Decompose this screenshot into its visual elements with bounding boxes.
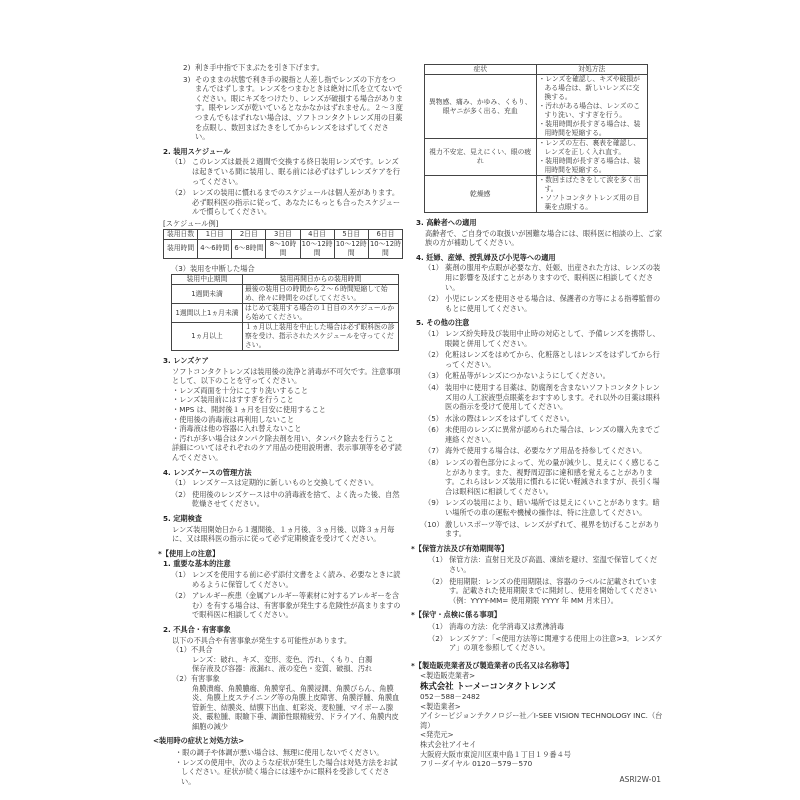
distributor-name: 株式会社 トーメーコンタクトレンズ [420,680,556,691]
manufacturer-section [411,661,663,769]
table-header: 装用中止期間 [172,275,243,285]
checkup-text: レンズ装用開始日から１週間後、１ヵ月後、３ヵ月後、以降３ヵ月毎に、又は眼科医の指示に従って必ず定期検査を受けてください。 [172,524,395,544]
lens-care-heading: 3. レンズケア [163,356,209,366]
table-cell: 装用時間 [164,239,198,258]
action-cell [536,176,648,213]
lens-care-outro: 詳細についてはそれぞれのケア用品の使用説明書、表示事項等を必ず読んでください。 [172,443,402,463]
note-item: （5） 水泳の際はレンズをはずしてください。 [424,413,574,423]
symptom-cell: 視力不安定、見えにくい、眼の疲れ [425,139,537,176]
care-bullet: ・レンズ装用前にはすすぎを行うこと [172,395,294,405]
pregnancy-item: （1） 薬剤の服用や点眼が必要な方、妊娠、出産された方は、レンズの装用に影響を及ぼすことがありますので、眼科医に相談してください。 [424,263,661,292]
step-2: 2) 利き手中指で下まぶたを引き下げます。 [183,63,324,72]
note-item: （2） 化粧はレンズをはめてから、化粧落としはレンズをはずしてから行ってください。 [424,350,660,369]
symptom-cell: 異物感、痛み、かゆみ、くもり、眼ヤニが多く出る、充血 [425,75,537,139]
right-column [411,64,663,784]
care-bullet: ・MPS は、開封後１ヵ月を目安に使用すること [172,405,326,415]
precautions-section [156,549,403,620]
action-cell [536,75,648,139]
action-text: ・数回まばたきをして涙を多く出す。 [538,176,641,193]
distributor-label: <製造販売業者> [420,671,476,681]
table-cell: 4～6時間 [198,239,232,258]
table-cell: 1週間以上1ヵ月未満 [172,304,243,323]
lens-care-section [156,356,403,463]
table-header: 対処方法 [536,65,648,75]
storage-item: （1） 保管方法：直射日光及び高温、凍結を避け、室温で保管してください。 [428,555,658,574]
seller-address: 大阪府大阪市東淀川区東中島１丁目１９番４号 [420,749,571,759]
note-item: （7） 海外で使用する場合は、必要なケア用品を持参してください。 [424,446,647,456]
table-row [172,285,399,304]
table-header-row [425,65,648,75]
table-cell: 1日目 [198,229,232,239]
table-cell: 1ヵ月以上 [172,323,243,351]
schedule-item-1: （1） このレンズは最長２週間で交換する終日装用レンズです。レンズは起きている間に装用し、眠る前には必ずはずしレンズケアを行ってください。 [171,157,401,186]
maintenance-item: （1） 消毒の方法：化学消毒又は煮沸消毒 [428,621,565,631]
table-cell: 4日目 [300,229,334,239]
table-cell: 10～12時間 [301,239,333,257]
table-cell: 6日目 [368,229,402,239]
table-cell: 10～12時間 [369,239,401,257]
note-item: （10）激しいスポーツ等では、レンズがずれて、視界を妨げることがあります。 [420,519,660,539]
schedule-item-2: （2） レンズの装用に慣れるまでのスケジュールは個人差があります。必ず眼科医の指示に従って、あなたにもっとも合ったスケジュールで慣らしてください。 [171,188,401,217]
note-item: （9） レンズの装用により、暗い場所では見えにくいことがあります。暗い場所での車の運転や機械の操作は、特に注意してください。 [424,498,660,518]
table-row [425,176,648,213]
document-code: ASRI2W-01 [619,774,661,784]
schedule-example-label: [スケジュール例] [163,218,219,228]
table-cell: はじめて装用する場合の１日目のスケジュールから始めてください。 [243,304,399,323]
adverse-label: （2）有害事象 [172,673,220,683]
schedule-table [163,229,403,259]
basic-precautions-heading: 1. 重要な基本的注意 [163,559,231,569]
table-header: 装用再開日からの装用時間 [243,275,399,285]
table-cell: 3日目 [266,229,300,239]
maintenance-heading: *【保守・点検に係る事項】 [411,610,502,620]
manufacturer-label: <製造業者> [420,701,461,711]
table-cell: 装用日数 [164,229,198,239]
table-cell: 10～12時間 [335,239,367,257]
symptoms-section [153,736,403,786]
maintenance-section [411,610,663,652]
precaution-item: （2） アレルギー疾患（金属アレルギー等素材に対するアレルギーを含む）を有する場合は、有害事象が発生する危険性が高まりますので眼科医に相談してください。 [171,591,401,620]
symptom-table-block [411,64,663,213]
elderly-text: 高齢者で、ご自身での取扱いが困難な場合には、眼科医に相談の上、ご家族の方が補助してください。 [425,228,663,248]
table-row [172,304,399,323]
table-cell: 8～10時間 [266,239,300,258]
case-item: （1） レンズケースは定期的に新しいものと交換してください。 [171,478,379,488]
table-row [425,139,648,176]
defect-lens: レンズ：破れ、キズ、変形、変色、汚れ、くもり、白濁 [192,654,373,664]
note-item: （8） レンズの着色部分によって、光の量が減少し、見えにくく感じることがあります。また、視野周辺部に違和感を覚えることがあります。これらはレンズ装用に慣れるに従い軽減されますが、長引く場合は眼科医に相談してください。 [424,458,661,496]
table-cell: 2日目 [232,229,266,239]
precautions-heading: *【使用上の注意】 [158,548,220,558]
adverse-intro: 以下の不具合や有害事象が発生する可能性があります。 [172,635,352,645]
storage-heading: *【保管方法及び有効期間等】 [411,543,509,553]
elderly-heading: 3. 高齢者への適用 [416,218,477,227]
pregnancy-section [411,253,663,314]
action-text: ・汚れがある場合は、レンズのこすり洗い、すすぎを行う。 [538,102,641,119]
action-cell [536,139,648,176]
seller-label: <発売元> [420,730,454,740]
distributor-phone: 052－588－2482 [420,691,481,701]
table-row [164,229,403,239]
storage-section [411,544,663,606]
symptoms-heading: <装用時の症状と対処方法> [153,736,245,746]
other-notes-heading: 5. その他の注意 [416,318,470,328]
symptom-cell: 乾燥感 [425,176,537,213]
checkup-heading: 5. 定期検査 [163,514,202,523]
interrupt-section [156,264,403,352]
care-bullet: ・消毒液は他の容器に入れ替えないこと [172,424,302,434]
action-text: ・装用時間が長すぎる場合は、装用時間を短縮する。 [538,157,641,174]
defects-label: （1）不具合 [172,645,213,655]
seller-phone: フリーダイヤル 0120－579－570 [420,759,533,769]
note-item: （3） 化粧品等がレンズにつかないようにしてください。 [424,371,610,381]
action-text: ・レンズを確認し、キズや破損がある場合は、新しいレンズに交換する。 [538,75,640,101]
adverse-events: 角膜潰瘍、角膜膿瘍、角膜穿孔、角膜浸潤、角膜びらん、角膜炎、角膜上皮ステイニング等の角膜上皮障害、角膜浮腫、角膜血管新生、結膜炎、結膜下出血、虹彩炎、麦粒腫、マイボーム腺炎、霰粒腫、眼瞼下垂、調節性眼精疲労、ドライアイ、角膜内皮細胞の減少 [192,683,400,731]
table-cell: 6～8時間 [232,239,266,258]
left-column [153,63,403,791]
lens-case-section [156,468,403,509]
manufacturer-heading: *【製造販売業者及び製造業者の氏名又は名称等】 [411,660,573,670]
lens-case-heading: 4. レンズケースの管理方法 [163,467,252,477]
maintenance-item: （2） レンズケア：「<使用方法等に関連する使用上の注意>3．レンズケア」の項を参照してください。 [428,633,663,653]
action-text: ・装用時間が長すぎる場合は、装用時間を短縮する。 [538,120,641,137]
symptom-bullet: ・レンズの使用中、次のような症状が発生した場合は対処方法をお試しください。症状が続く場合には速やかに眼科を受診してください。 [175,757,398,786]
table-cell: 最後の装用日の時間から２～６時間短縮して始め、徐々に時間をのばしてください。 [243,285,399,304]
interrupt-table [171,274,399,351]
symptom-bullet: ・眼の調子や体調が悪い場合は、無理に使用しないでください。 [175,748,384,758]
precaution-item: （1） レンズを使用する前に必ず添付文書をよく読み、必要なときに読めるように保管してください。 [171,569,401,589]
manufacturer-name: アイシービジョンテクノロジー社／I-SEE VISION TECHNOLOGY INC.（台湾） [420,711,663,730]
seller-name: 株式会社アイセイ [420,739,477,749]
table-row [425,75,648,139]
adverse-section [156,625,403,732]
note-item: （4） 装用中に使用する目薬は、防腐剤を含まないソフトコンタクトレンズ用の人工涙液型点眼薬をおすすめします。それ以外の目薬は眼科医の指示を受けて使用してください。 [424,382,661,412]
elderly-section [411,218,663,248]
lens-care-intro: ソフトコンタクトレンズは装用後の洗浄と消毒が不可欠です。注意事項として、以下のことを守ってください。 [172,366,401,386]
care-bullet: ・使用後の消毒液は再利用しないこと [172,414,295,424]
table-header: 症状 [425,65,537,75]
schedule-section [156,147,403,259]
defect-container: 保存液及び容器：液漏れ、液の変色・変質、破損、汚れ [192,664,373,674]
table-cell: 1週間未満 [172,285,243,304]
other-notes-section [411,318,663,538]
adverse-heading: 2. 不具合・有害事象 [163,624,231,634]
table-row [172,323,399,351]
storage-item: （2） 使用期限：レンズの使用期限は、容器のラベルに記載されています。記載された使用期限までに開封し、使用を開始してください（例：YYYY-MM= 使用期限 YYYY 年 MM 月末日）。 [428,576,658,605]
table-row [164,239,403,258]
note-item: （6） 未使用のレンズに異常が認められた場合は、レンズの購入先までご連絡ください。 [424,425,660,444]
action-text: ・レンズの左右、裏表を確認し、レンズを正しく入れ直す。 [538,139,641,156]
action-text: ・ソフトコンタクトレンズ用の目薬を点眼する。 [538,194,640,211]
table-cell: １ヵ月以上装用を中止した場合は必ず眼科医の診察を受け、指示されたスケジュールを守ってください。 [243,323,399,351]
removal-steps [156,63,403,142]
care-bullet: ・レンズ両面を十分にこすり洗いすること [172,385,309,395]
interrupt-label: （3）装用を中断した場合 [171,263,255,273]
table-cell: 5日目 [334,229,368,239]
checkup-section [156,514,403,544]
pregnancy-item: （2） 小児にレンズを使用させる場合は、保護者の方等による指導監督のもとに使用してください。 [424,294,661,313]
table-header-row [172,275,399,285]
note-item: （1） レンズ紛失時及び装用中止時の対応として、予備レンズを携帯し、眼鏡と併用してください。 [424,328,660,348]
schedule-heading: 2. 装用スケジュール [163,146,231,156]
case-item: （2） 使用後のレンズケースは中の消毒液を捨て、よく洗った後、自然乾燥させてください。 [171,489,400,509]
care-bullet: ・汚れが多い場合はタンパク除去剤を用い、タンパク除去を行うこと [172,433,394,443]
symptom-table [424,64,648,213]
pregnancy-heading: 4. 妊婦、産婦、授乳婦及び小児等への適用 [416,252,556,262]
step-3: 3) そのままの状態で利き手の親指と人差し指でレンズの下方をつまんではずします。レンズをつまむときは絶対に爪を立てないでください。眼にキズをつけたり、レンズが破損する場合があります。眼やレンズが乾いているとなかなかはずれません。２～３度つまんでもはずれない場合は、ソフトコンタクトレンズ用の目薬を点眼し、数回まばたきをしてからレンズをはずしてください。 [183,74,403,142]
